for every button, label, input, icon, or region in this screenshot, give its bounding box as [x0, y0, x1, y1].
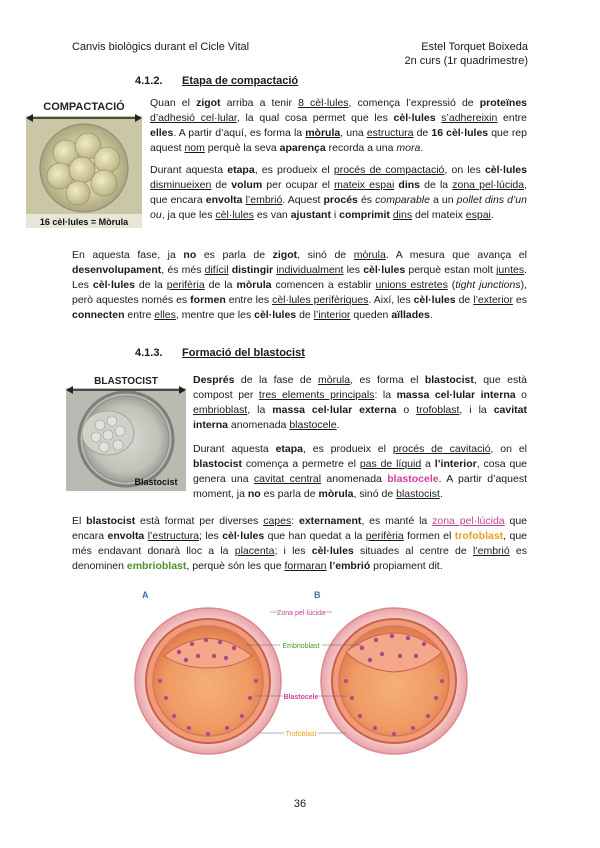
label-blastocele: Blastocele: [283, 694, 319, 701]
compactacio-figure-title: COMPACTACIÓ: [43, 101, 125, 113]
compactacio-figure: [26, 98, 142, 228]
label-trofoblast: Trofoblast: [285, 731, 317, 738]
blastocist-figure: [66, 373, 186, 491]
blastocyst-b: [321, 608, 467, 754]
section-title: Etapa de compactació: [182, 75, 299, 87]
page-number: 36: [293, 798, 307, 810]
label-zona-pellucida: Zona pel·lúcida: [277, 610, 325, 617]
paragraph-blastocist-2: Durant aquesta etapa, es produeix el procés de cavitació, on el blastocist comença a permetre el pas de líquid a l’interior, cosa que genera una cavitat central anomenada blastocele. A partir d’aquest moment, ja no es parla de mòrula, sinó de blastocist.: [193, 443, 527, 500]
section-heading-blastocist: [135, 346, 305, 360]
diagram-label-a: A: [142, 590, 149, 600]
header-left: Canvis biològics durant el Cicle Vital: [72, 41, 250, 53]
section-number: 4.1.2.: [135, 75, 163, 87]
compactacio-figure-caption: 16 cèl·lules = Mòrula: [39, 217, 129, 227]
paragraph-compactacio-1: Quan el zigot arriba a tenir 8 cèl·lules, comença l’expressió de proteïnes d’adhesió cel·lular, la qual cosa permet que les cèl·lules s’adhereixin entre elles. A partir d’aquí, es forma la mòrula, una estructura de 16 cèl·lules que rep aquest nom perquè la seva aparença recorda a una mora.: [150, 97, 527, 154]
paragraph-compactacio-3: En aquesta fase, ja no es parla de zigot, sinó de mòrula. A mesura que avança el desenvolupament, és més difícil distingir individualment les cèl·lules perquè estan molt juntes. Les cèl·lules de la perifèria de la mòrula comencen a establir unions estretes (tight junctions), però aquestes només es formen entre les cèl·lules perifèriques. Així, les cèl·lules de l’exterior es connecten entre elles, mentre que les cèl·lules de l’interior queden aïllades.: [72, 249, 528, 321]
paragraph-blastocist-1: Després de la fase de mòrula, es forma el blastocist, que està compost per tres elements principals: la massa cel·lular interna o embrioblast, la massa cel·lular externa o trofoblast, i la cavitat interna anomenada blastocele.: [193, 374, 527, 431]
blastocist-figure-caption: Blastocist: [134, 477, 178, 487]
section-title: Formació del blastocist: [182, 347, 305, 359]
label-embrioblast: Embrioblast: [282, 643, 320, 650]
header-right-author: Estel Torquet Boixeda: [421, 41, 528, 53]
header-right-course: 2n curs (1r quadrimestre): [404, 55, 528, 67]
blastocist-figure-title: BLASTOCIST: [94, 376, 158, 387]
blastocyst-a: [135, 608, 281, 754]
paragraph-compactacio-2: Durant aquesta etapa, es produeix el procés de compactació, on les cèl·lules disminueixen de volum per ocupar el mateix espai dins de la zona pel·lúcida, que encara envolta l’embrió. Aquest procés és comparable a un pollet dins d’un ou, ja que les cèl·lules es van ajustant i comprimit dins del mateix espai.: [150, 164, 528, 221]
section-number: 4.1.3.: [135, 347, 163, 359]
section-heading-compactacio: [135, 74, 298, 88]
diagram-label-b: B: [314, 590, 321, 600]
blastocyst-diagram: [134, 586, 468, 758]
paragraph-blastocist-3: El blastocist està format per diverses capes: externament, es manté la zona pel·lúcida que encara envolta l’estructura; les cèl·lules que han quedat a la perifèria formen el trofoblast, que més endavant donarà lloc a la placenta; i les cèl·lules situades al centre de l’embrió es denominen embrioblast, perquè són les que formaran l’embrió propiament dit.: [72, 515, 528, 572]
